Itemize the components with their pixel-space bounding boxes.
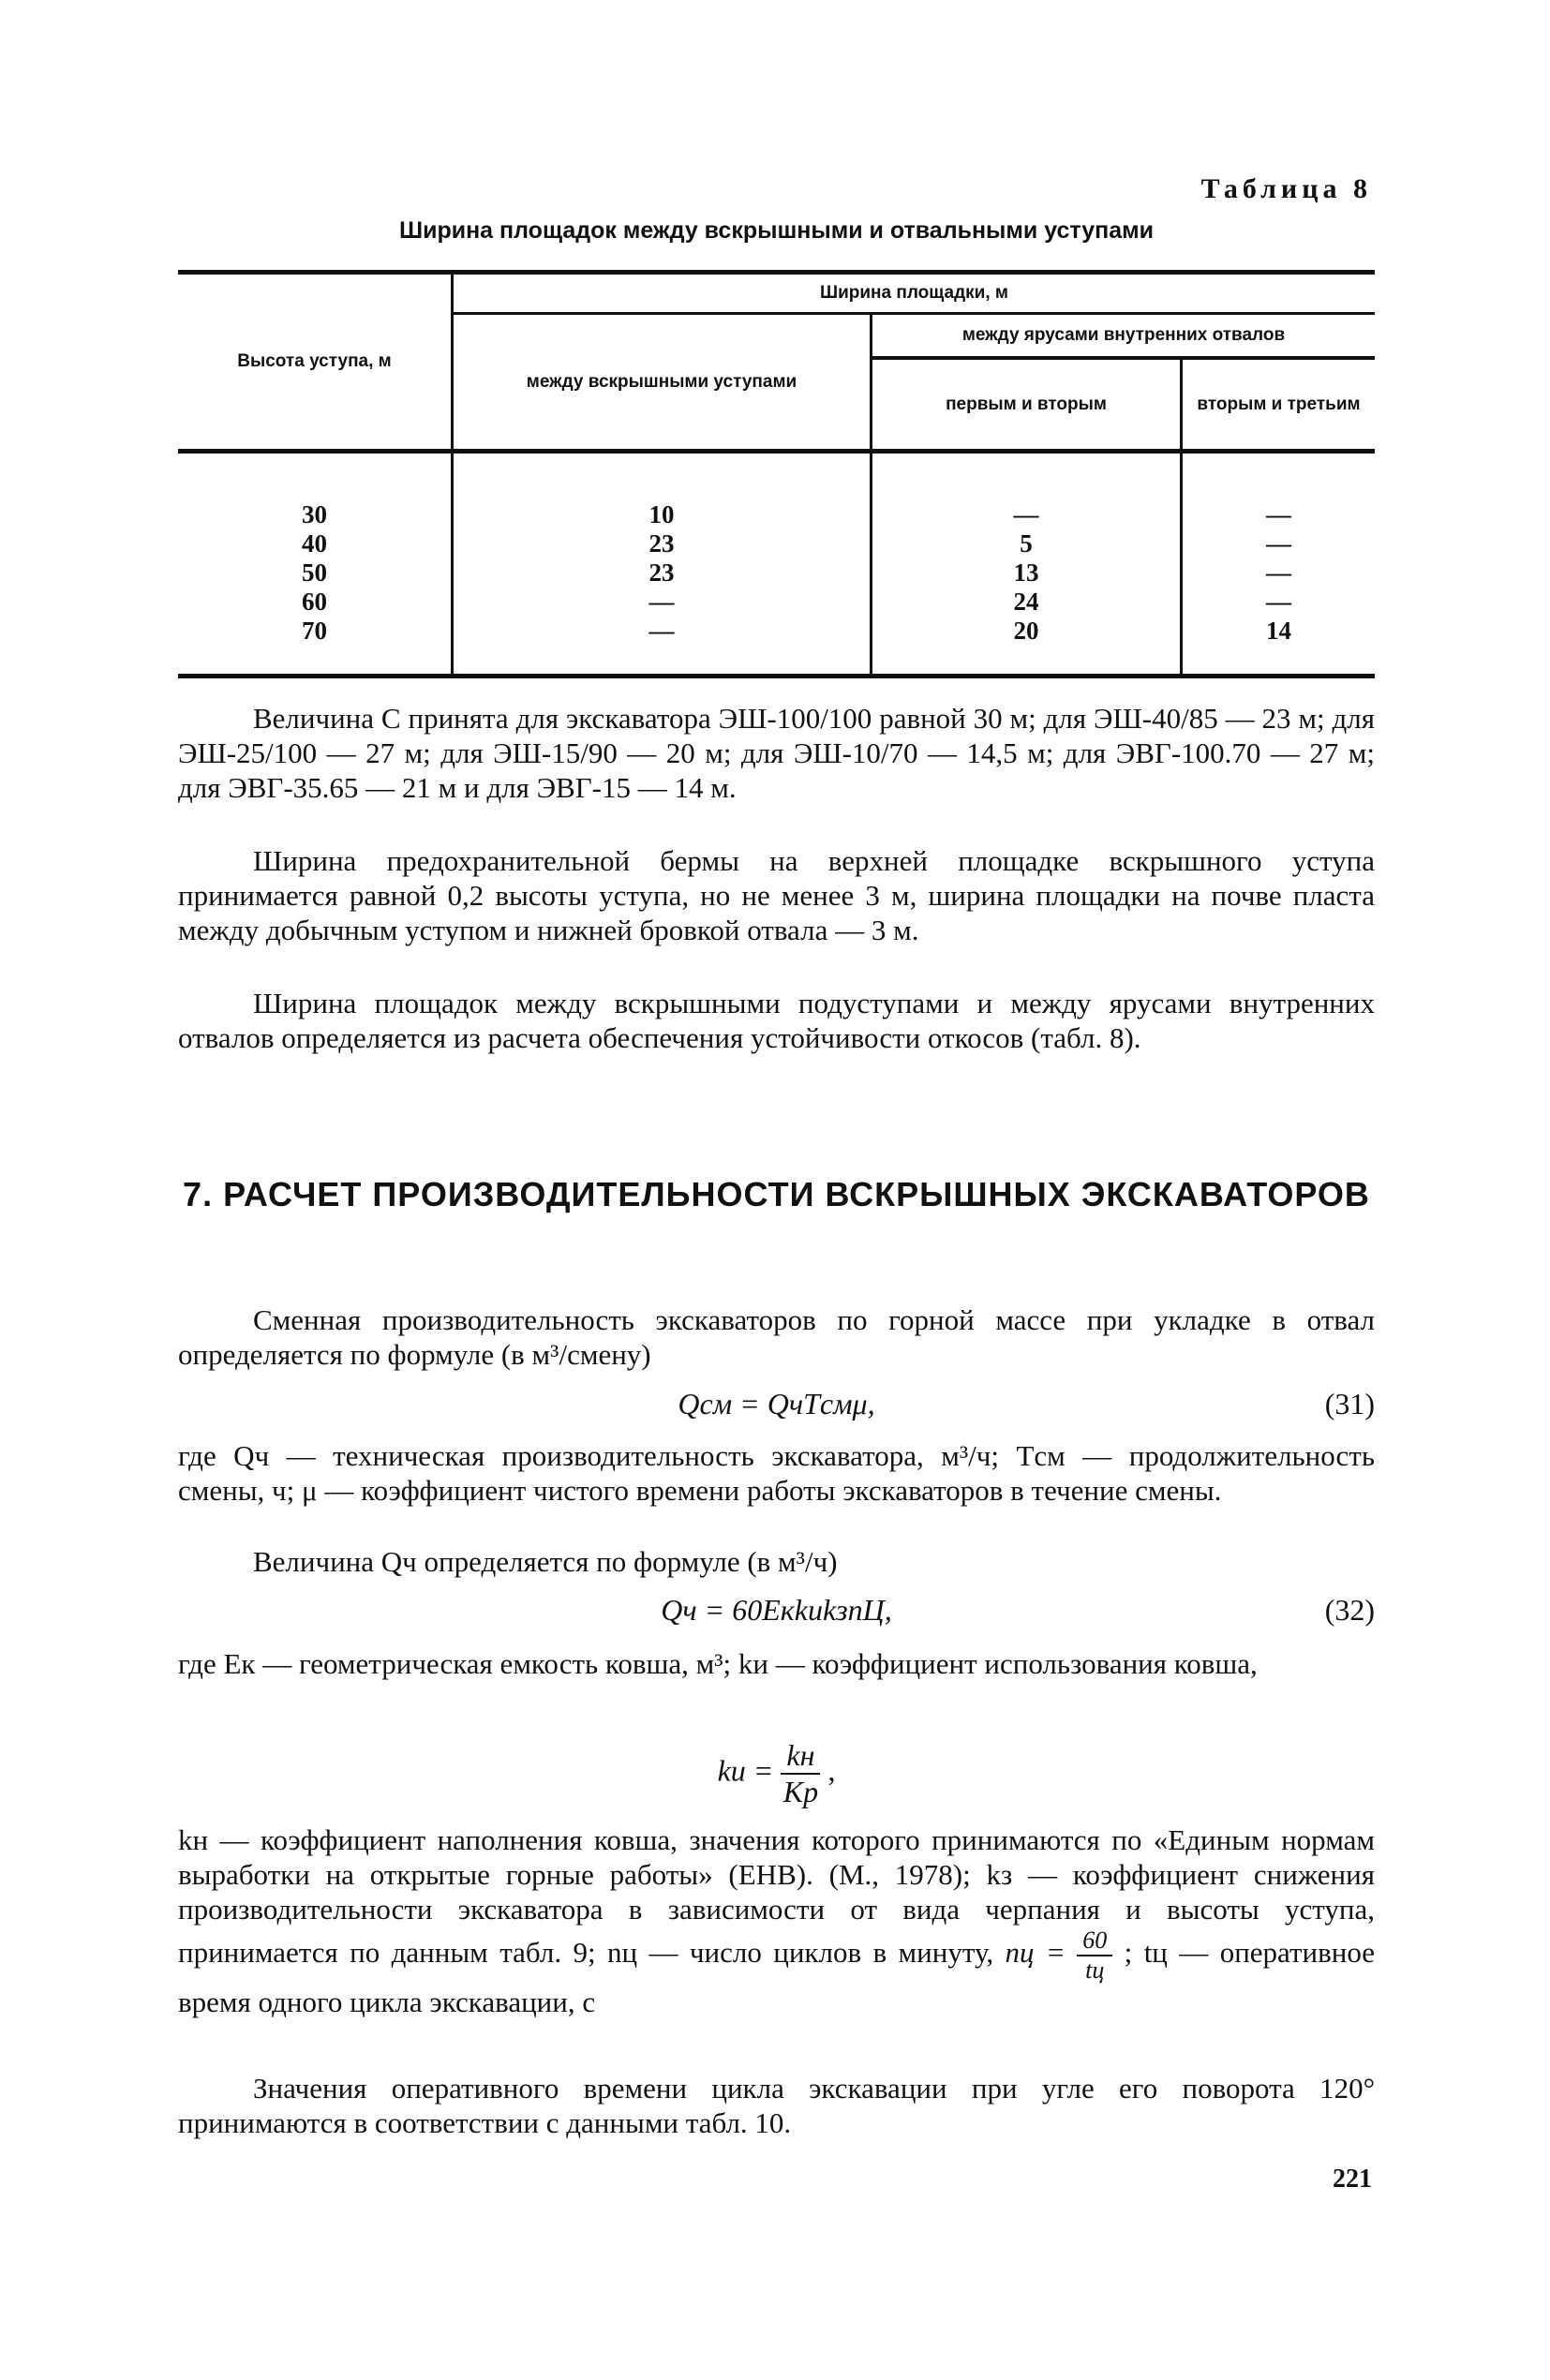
table-number-label: Таблица 8 bbox=[1200, 173, 1372, 204]
cell: 20 bbox=[1013, 617, 1039, 645]
formula-ki-fraction bbox=[781, 1738, 820, 1809]
data-table bbox=[178, 270, 1375, 678]
paragraph-where-qch: где Qч — техническая производительность экскаватора, м³/ч; Tсм — продолжительность смены, ч; μ — коэффициент чистого времени работы экскаваторов в течение смены. bbox=[178, 1439, 1375, 1507]
formula-nc-denominator: tц bbox=[1085, 1956, 1105, 1984]
header-between-overburden: между вскрышными уступами bbox=[453, 314, 872, 452]
cell: — bbox=[1266, 588, 1291, 616]
formula-31-number: (31) bbox=[1324, 1387, 1375, 1421]
paragraph-berm-width: Ширина предохранительной бермы на верхней площадке вскрышного уступа принимается равной 0,2 высоты уступа, но не менее 3 м, ширина площадки на почве пласта между добычным уступом и нижней бровкой отвала — 3 м. bbox=[178, 844, 1375, 946]
formula-ki: kи = $\frac{kн}{Kр}$ , bbox=[717, 1738, 836, 1808]
paragraph-kn-text: kн — коэффициент наполнения ковша, значения которого принимаются по «Единым нормам выработки на открытые горные работы» (ЕНВ). (М., 1978); kз — коэффициент снижения производительности экскаватора в зависимости от вида черпания и высоты уступа, принимается по данным табл. 9; nц — число циклов в минуту, bbox=[178, 1823, 1375, 1970]
cell: 24 bbox=[1013, 588, 1039, 616]
formula-nc-lhs: nц = bbox=[1005, 1936, 1066, 1970]
cell: 14 bbox=[1266, 617, 1291, 645]
paragraph-operative-time: Значения оперативного времени цикла экскавации при угле его поворота 120° принимаются в соответствии с данными табл. 10. bbox=[178, 2072, 1375, 2139]
page-number: 221 bbox=[1333, 2164, 1372, 2194]
cell: — bbox=[1013, 500, 1039, 528]
col-height bbox=[178, 452, 453, 677]
cell: 60 bbox=[302, 588, 327, 616]
header-first-second: первым и вторым bbox=[872, 358, 1182, 452]
col-first-second bbox=[872, 452, 1182, 677]
formula-32-expr: Qч = 60EкkиkзnЦ, bbox=[661, 1593, 892, 1627]
section-heading: 7. РАСЧЕТ ПРОИЗВОДИТЕЛЬНОСТИ ВСКРЫШНЫХ ЭКСКАВАТОРОВ bbox=[183, 1175, 1370, 1213]
cell: 10 bbox=[648, 500, 675, 528]
cell: 70 bbox=[302, 617, 327, 645]
cell: 23 bbox=[648, 529, 675, 558]
header-second-third: вторым и третьим bbox=[1182, 358, 1376, 452]
formula-31 bbox=[178, 1387, 1375, 1424]
header-width-group: Ширина площадки, м bbox=[453, 273, 1376, 314]
paragraph-platform-width: Ширина площадок между вскрышными подуступами и между ярусами внутренних отвалов определяется из расчета обеспечения устойчивости откосов (табл. 8). bbox=[178, 987, 1375, 1054]
header-between-tiers: между ярусами внутренних отвалов bbox=[872, 314, 1376, 359]
formula-31-expr: Qсм = QчTсмμ, bbox=[678, 1387, 875, 1421]
col-between-overburden bbox=[453, 452, 872, 677]
cell: — bbox=[1266, 529, 1291, 558]
col-second-third bbox=[1182, 452, 1376, 677]
formula-nc-numerator: 60 bbox=[1077, 1926, 1112, 1956]
cell: 23 bbox=[648, 558, 675, 587]
paragraph-where-ek: где Eк — геометрическая емкость ковша, м³; kи — коэффициент использования ковша, bbox=[178, 1647, 1258, 1680]
formula-ki-denominator: Kр bbox=[782, 1775, 819, 1808]
table-body-row bbox=[178, 452, 1375, 677]
formula-ki-numerator: kн bbox=[781, 1738, 820, 1775]
cell: 30 bbox=[302, 500, 327, 528]
cell: 5 bbox=[1020, 529, 1033, 558]
cell: 13 bbox=[1013, 558, 1039, 587]
formula-nc-fraction bbox=[1077, 1926, 1112, 1985]
paragraph-c-values: Величина C принята для экскаватора ЭШ-100/100 равной 30 м; для ЭШ-40/85 — 23 м; для ЭШ-25/100 — 27 м; для ЭШ-15/90 — 20 м; для ЭШ-10/70 — 14,5 м; для ЭВГ-100.70 — 27 м; для ЭВГ-35.65 — 21 м и для ЭВГ-15 — 14 м. bbox=[178, 702, 1375, 804]
header-height: Высота уступа, м bbox=[178, 273, 453, 452]
paragraph-tc-text: ; tц — оперативное время одного цикла экскавации, с bbox=[178, 1936, 1376, 2018]
table-caption: Ширина площадок между вскрышными и отвальными уступами bbox=[398, 217, 1155, 244]
cell: — bbox=[648, 588, 675, 616]
cell: 50 bbox=[302, 558, 327, 587]
paragraph-kn-definition bbox=[178, 1822, 1375, 2019]
cell: 40 bbox=[302, 529, 327, 558]
paragraph-qch-formula: Величина Qч определяется по формуле (в м³/ч) bbox=[253, 1545, 838, 1578]
formula-ki-lhs: kи = bbox=[717, 1753, 774, 1788]
formula-32-number: (32) bbox=[1324, 1593, 1375, 1627]
formula-32 bbox=[178, 1593, 1375, 1630]
paragraph-shift-productivity: Сменная производительность экскаваторов по горной массе при укладке в отвал определяется по формуле (в м³/смену) bbox=[178, 1303, 1375, 1371]
cell: — bbox=[1266, 500, 1291, 528]
cell: — bbox=[1266, 558, 1291, 587]
cell: — bbox=[648, 617, 675, 645]
